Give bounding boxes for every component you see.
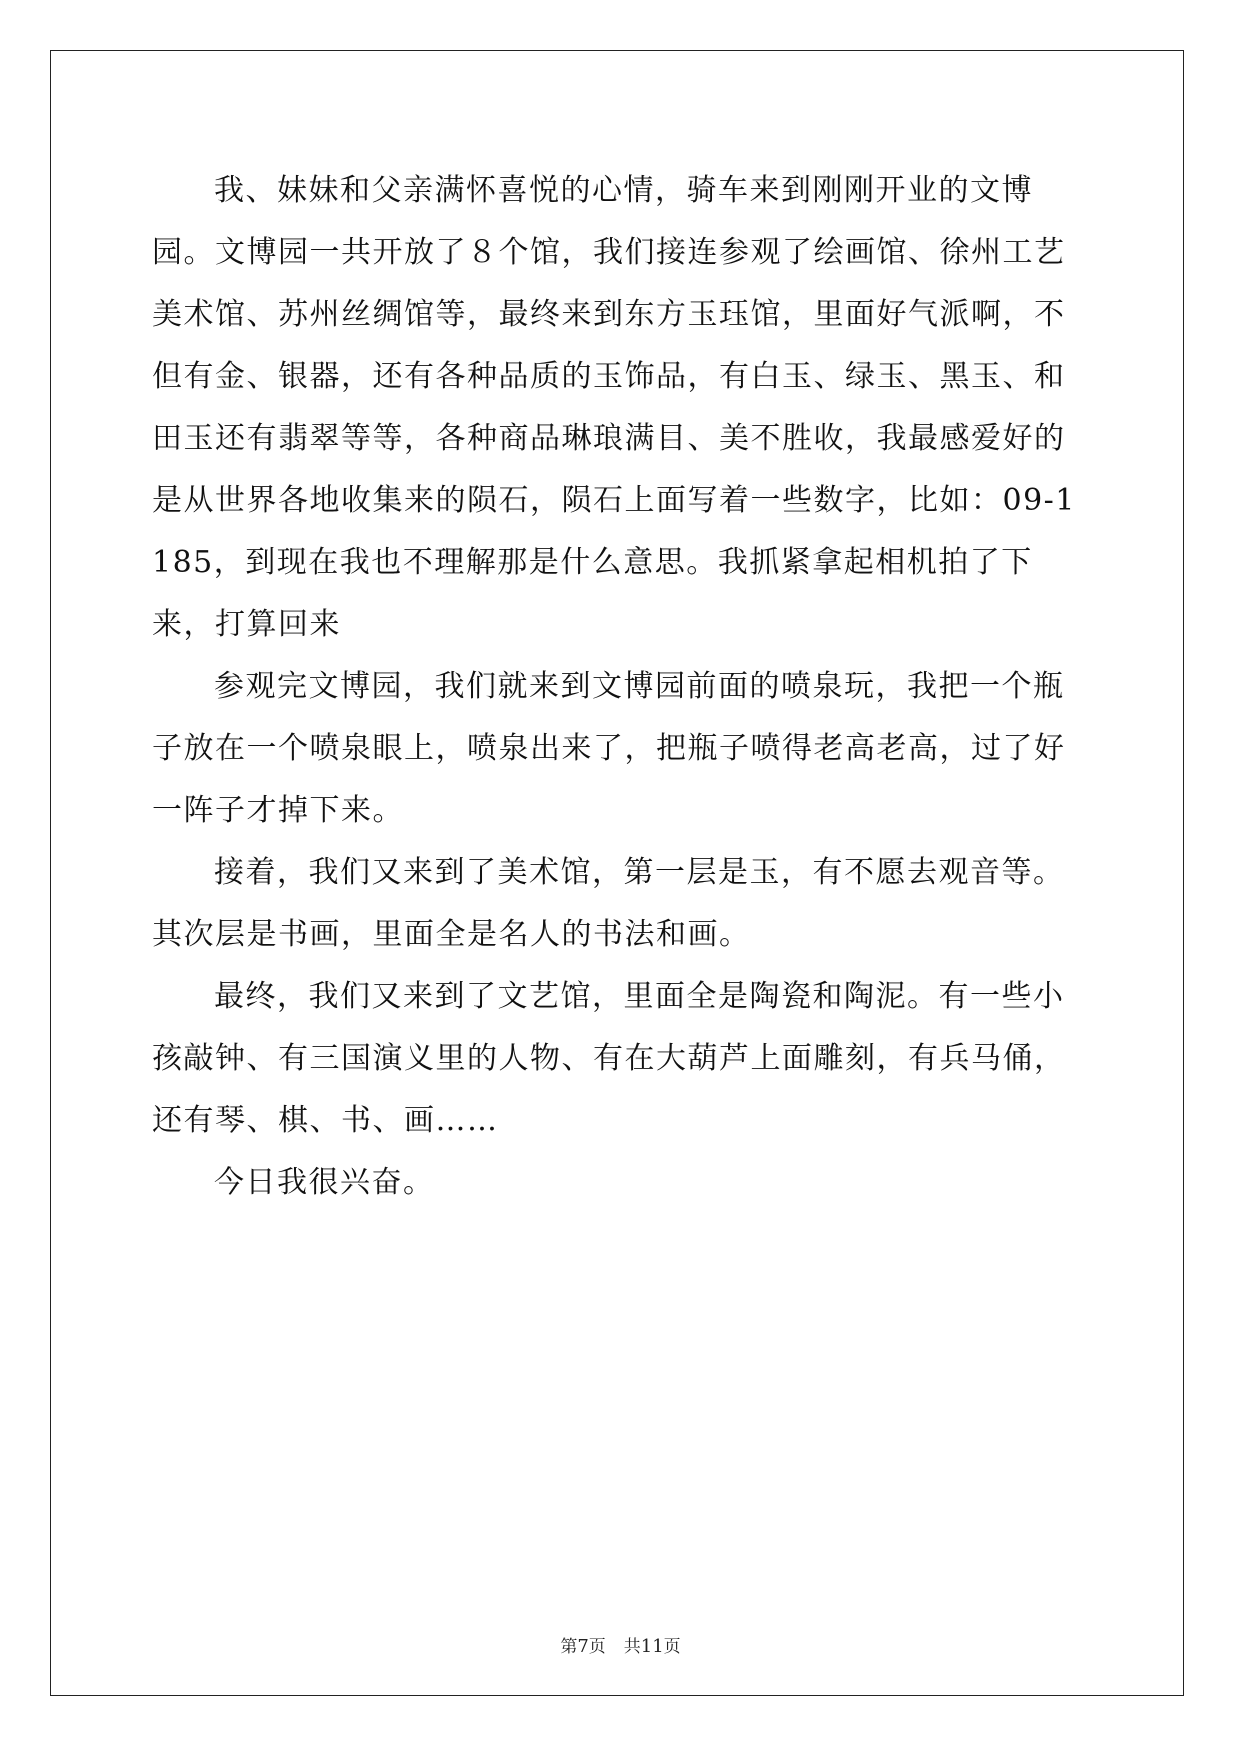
page-number: 7: [577, 1636, 589, 1657]
paragraph-1: 我、妹妹和父亲满怀喜悦的心情，骑车来到刚刚开业的文博园。文博园一共开放了８个馆，我们接连参观了绘画馆、徐州工艺美术馆、苏州丝绸馆等，最终来到东方玉珏馆，里面好气派啊，不但有金、银器，还有各种品质的玉饰品，有白玉、绿玉、黑玉、和田玉还有翡翠等等，各种商品琳琅满目、美不胜收，我最感爱好的是从世界各地收集来的陨石，陨石上面写着一些数字，比如：09-1185，到现在我也不理解那是什么意思。我抓紧拿起相机拍了下来，打算回来: [152, 173, 1076, 642]
document-body: [152, 160, 1082, 1214]
paragraph-5: 今日我很兴奋。: [214, 1165, 435, 1200]
paragraph-4: 最终，我们又来到了文艺馆，里面全是陶瓷和陶泥。有一些小孩敲钟、有三国演义里的人物、有在大葫芦上面雕刻，有兵马俑，还有琴、棋、书、画……: [152, 979, 1066, 1138]
total-prefix: 共: [623, 1637, 641, 1657]
paragraph-2: 参观完文博园，我们就来到文博园前面的喷泉玩，我把一个瓶子放在一个喷泉眼上，喷泉出来了，把瓶子喷得老高老高，过了好一阵子才掉下来。: [152, 669, 1066, 828]
page-footer: [0, 1632, 1241, 1657]
total-suffix: 页: [663, 1637, 681, 1657]
paragraph-3: 接着，我们又来到了美术馆，第一层是玉，有不愿去观音等。其次层是书画，里面全是名人的书法和画。: [152, 855, 1065, 952]
page-prefix: 第: [560, 1637, 578, 1657]
total-pages: 11: [640, 1636, 664, 1657]
page-suffix: 页: [588, 1637, 606, 1657]
